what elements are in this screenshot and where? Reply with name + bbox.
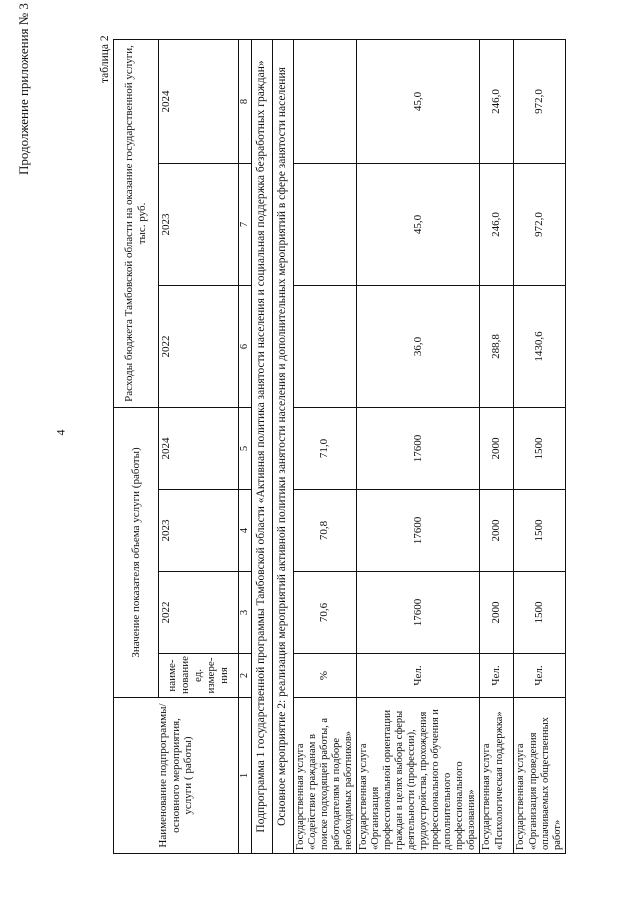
budget-2022: 288,8	[480, 285, 514, 407]
header-budget-2023: 2023	[159, 163, 239, 285]
budget-2024	[293, 39, 356, 163]
budget-2024: 972,0	[514, 39, 565, 163]
col-number: 3	[239, 572, 252, 654]
volume-2022: 1500	[514, 572, 565, 654]
appendix-title: Продолжение приложения № 3	[16, 3, 31, 175]
budget-2024: 246,0	[480, 39, 514, 163]
budget-2022: 1430,6	[514, 285, 565, 407]
header-year-2023: 2023	[159, 490, 239, 572]
header-year-2024: 2024	[159, 407, 239, 489]
volume-2023: 2000	[480, 490, 514, 572]
volume-2024: 2000	[480, 407, 514, 489]
table-row	[514, 39, 565, 853]
header-name: Наименование подпрограммы/ основного мероприятия, услуги ( работы)	[114, 698, 239, 854]
volume-2023: 17600	[356, 490, 480, 572]
table-title: таблица 2	[99, 35, 111, 83]
unit-cell: Чел.	[480, 654, 514, 698]
volume-2024: 1500	[514, 407, 565, 489]
col-number: 1	[239, 698, 252, 854]
budget-2023: 45,0	[356, 163, 480, 285]
unit-cell: Чел.	[514, 654, 565, 698]
col-number: 5	[239, 407, 252, 489]
header-budget-2024: 2024	[159, 39, 239, 163]
header-budget: Расходы бюджета Тамбовской области на оказание государственной услуги, тыс. руб.	[114, 39, 159, 407]
budget-2023: 972,0	[514, 163, 565, 285]
budget-2024: 45,0	[356, 39, 480, 163]
column-numbers-row	[239, 39, 252, 853]
header-budget-2022: 2022	[159, 285, 239, 407]
budget-2023	[293, 163, 356, 285]
measure-title: Основное мероприятие 2: реализация мероприятий активной политики занятости населения и дополнительных мероприятий в сфере занятости населения	[272, 39, 293, 853]
service-name: Государственная услуга «Содействие гражданам в поиске подходящей работы, а работодателям в подборе необходимых работников»	[293, 698, 356, 854]
service-name: Государственная услуга «Организация профессиональной ориентации граждан в целях выбора сферы деятельности (профессии), трудоустройства, прохождения профессионального обучения и дополнительного профессионального образования»	[356, 698, 480, 854]
col-number: 7	[239, 163, 252, 285]
table-row	[293, 39, 356, 853]
service-name: Государственная услуга «Организация проведения оплачиваемых общественных работ»	[514, 698, 565, 854]
col-number: 6	[239, 285, 252, 407]
unit-cell: %	[293, 654, 356, 698]
subprogram-title: Подпрограмма 1 государственной программы Тамбовской области «Активная политика занятости населения и социальная поддержка безработных граждан»	[252, 39, 273, 853]
col-number: 2	[239, 654, 252, 698]
service-name: Государственная услуга «Психологическая поддержка»	[480, 698, 514, 854]
unit-cell: Чел.	[356, 654, 480, 698]
volume-2024: 71,0	[293, 407, 356, 489]
volume-2024: 17600	[356, 407, 480, 489]
budget-2022: 36,0	[356, 285, 480, 407]
volume-2022: 70,6	[293, 572, 356, 654]
header-unit: наиме- нование ед. измере- ния	[159, 654, 239, 698]
col-number: 4	[239, 490, 252, 572]
table-row	[356, 39, 480, 853]
header-year-2022: 2022	[159, 572, 239, 654]
col-number: 8	[239, 39, 252, 163]
budget-2022	[293, 285, 356, 407]
volume-2022: 2000	[480, 572, 514, 654]
volume-2022: 17600	[356, 572, 480, 654]
volume-2023: 70,8	[293, 490, 356, 572]
table-row	[480, 39, 514, 853]
page-number: 4	[53, 429, 68, 436]
budget-2023: 246,0	[480, 163, 514, 285]
volume-2023: 1500	[514, 490, 565, 572]
header-volume: Значение показателя объема услуги (работы)	[114, 407, 159, 697]
services-table	[113, 39, 566, 854]
